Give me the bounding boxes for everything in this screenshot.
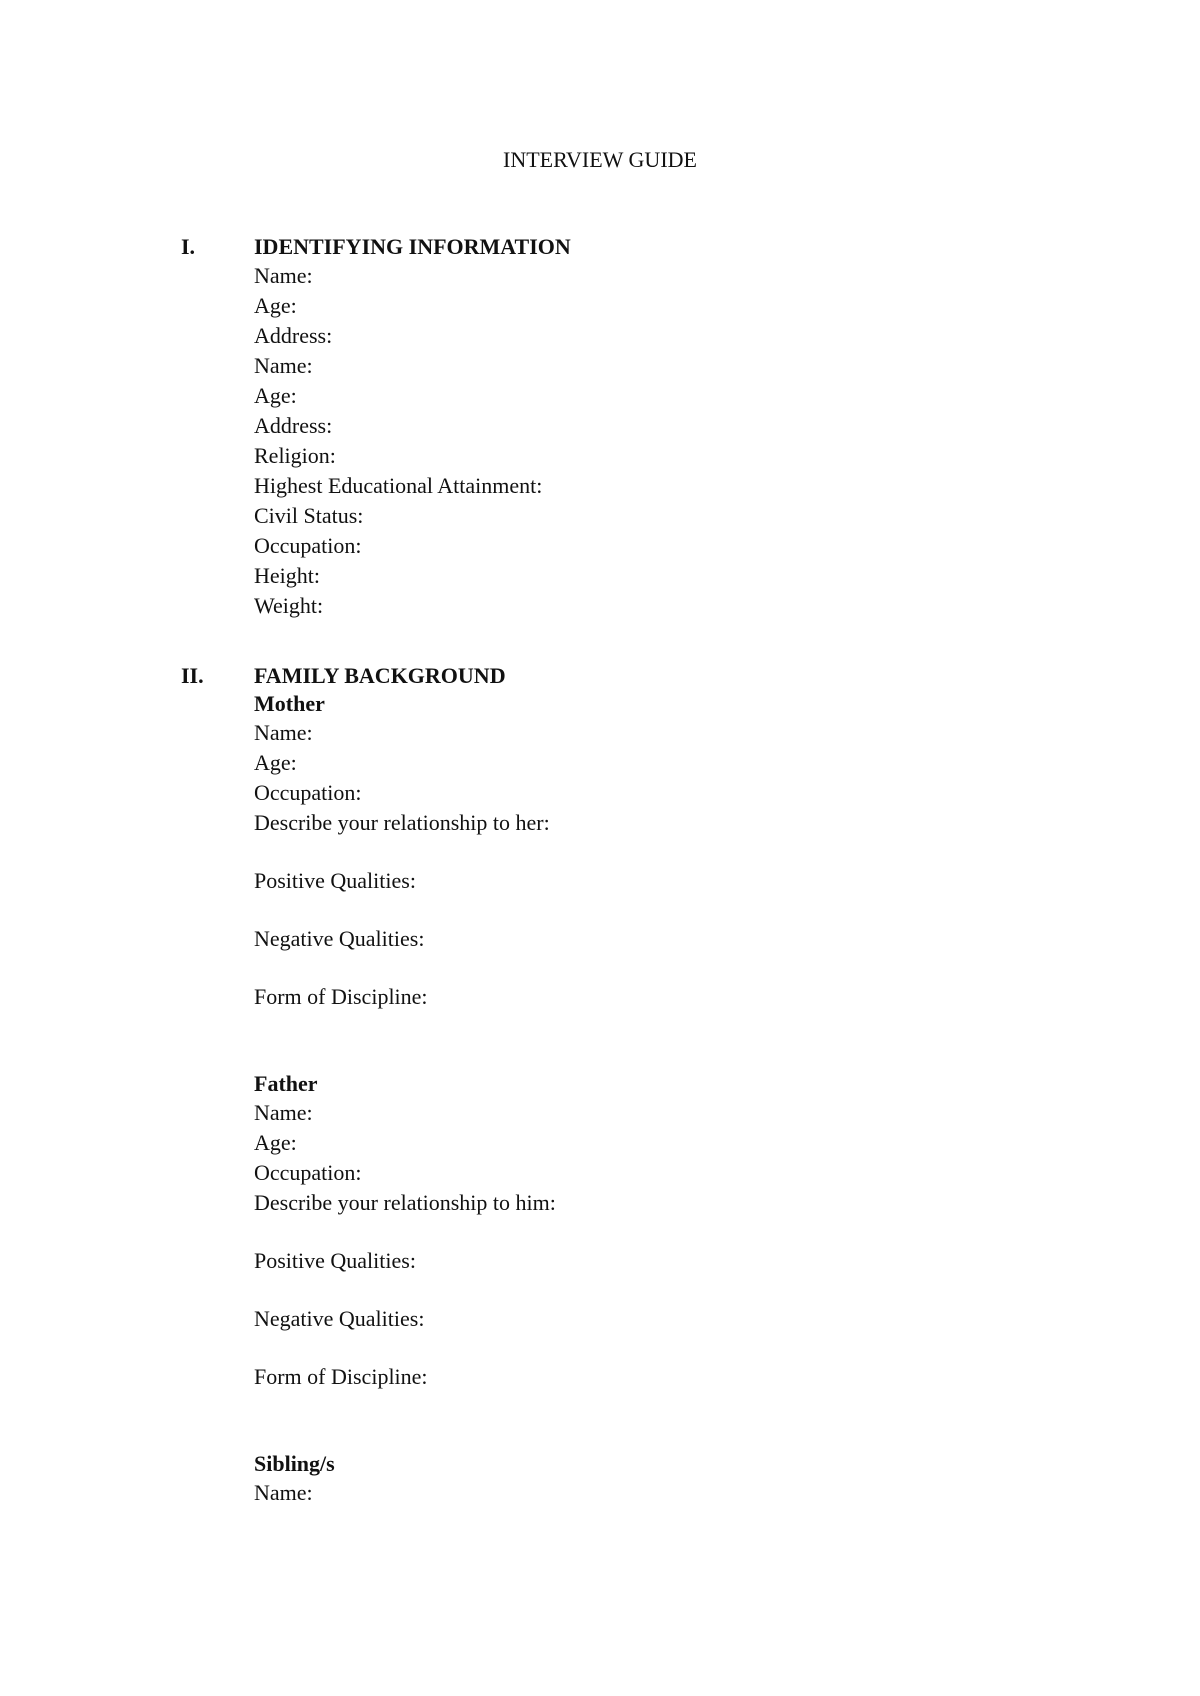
section-number: II. xyxy=(181,663,204,688)
field-education: Highest Educational Attainment: xyxy=(254,473,543,498)
document-title: INTERVIEW GUIDE xyxy=(503,147,697,172)
field-religion: Religion: xyxy=(254,443,336,468)
field-civil-status: Civil Status: xyxy=(254,503,364,528)
section-heading: FAMILY BACKGROUND xyxy=(254,663,506,688)
field-age: Age: xyxy=(254,293,297,318)
section-body xyxy=(254,233,1054,621)
field-name: Name: xyxy=(254,353,313,378)
field-height: Height: xyxy=(254,563,320,588)
section-number: I. xyxy=(181,234,196,259)
mother-field-age: Age: xyxy=(254,750,297,775)
father-field-occupation: Occupation: xyxy=(254,1160,362,1185)
father-form-of-discipline: Form of Discipline: xyxy=(254,1364,428,1389)
section-body xyxy=(254,662,1054,1508)
siblings-field-name: Name: xyxy=(254,1480,313,1505)
field-address: Address: xyxy=(254,323,333,348)
father-negative-qualities: Negative Qualities: xyxy=(254,1306,425,1331)
field-age: Age: xyxy=(254,383,297,408)
father-heading: Father xyxy=(254,1071,318,1096)
section-heading: IDENTIFYING INFORMATION xyxy=(254,234,571,259)
mother-field-occupation: Occupation: xyxy=(254,780,362,805)
father-field-age: Age: xyxy=(254,1130,297,1155)
father-field-relationship: Describe your relationship to him: xyxy=(254,1190,556,1215)
mother-field-relationship: Describe your relationship to her: xyxy=(254,810,550,835)
field-occupation: Occupation: xyxy=(254,533,362,558)
field-address: Address: xyxy=(254,413,333,438)
field-weight: Weight: xyxy=(254,593,324,618)
mother-negative-qualities: Negative Qualities: xyxy=(254,926,425,951)
father-positive-qualities: Positive Qualities: xyxy=(254,1248,416,1273)
siblings-heading: Sibling/s xyxy=(254,1451,335,1476)
mother-positive-qualities: Positive Qualities: xyxy=(254,868,416,893)
mother-form-of-discipline: Form of Discipline: xyxy=(254,984,428,1009)
father-field-name: Name: xyxy=(254,1100,313,1125)
field-name: Name: xyxy=(254,263,313,288)
mother-field-name: Name: xyxy=(254,720,313,745)
mother-heading: Mother xyxy=(254,691,325,716)
